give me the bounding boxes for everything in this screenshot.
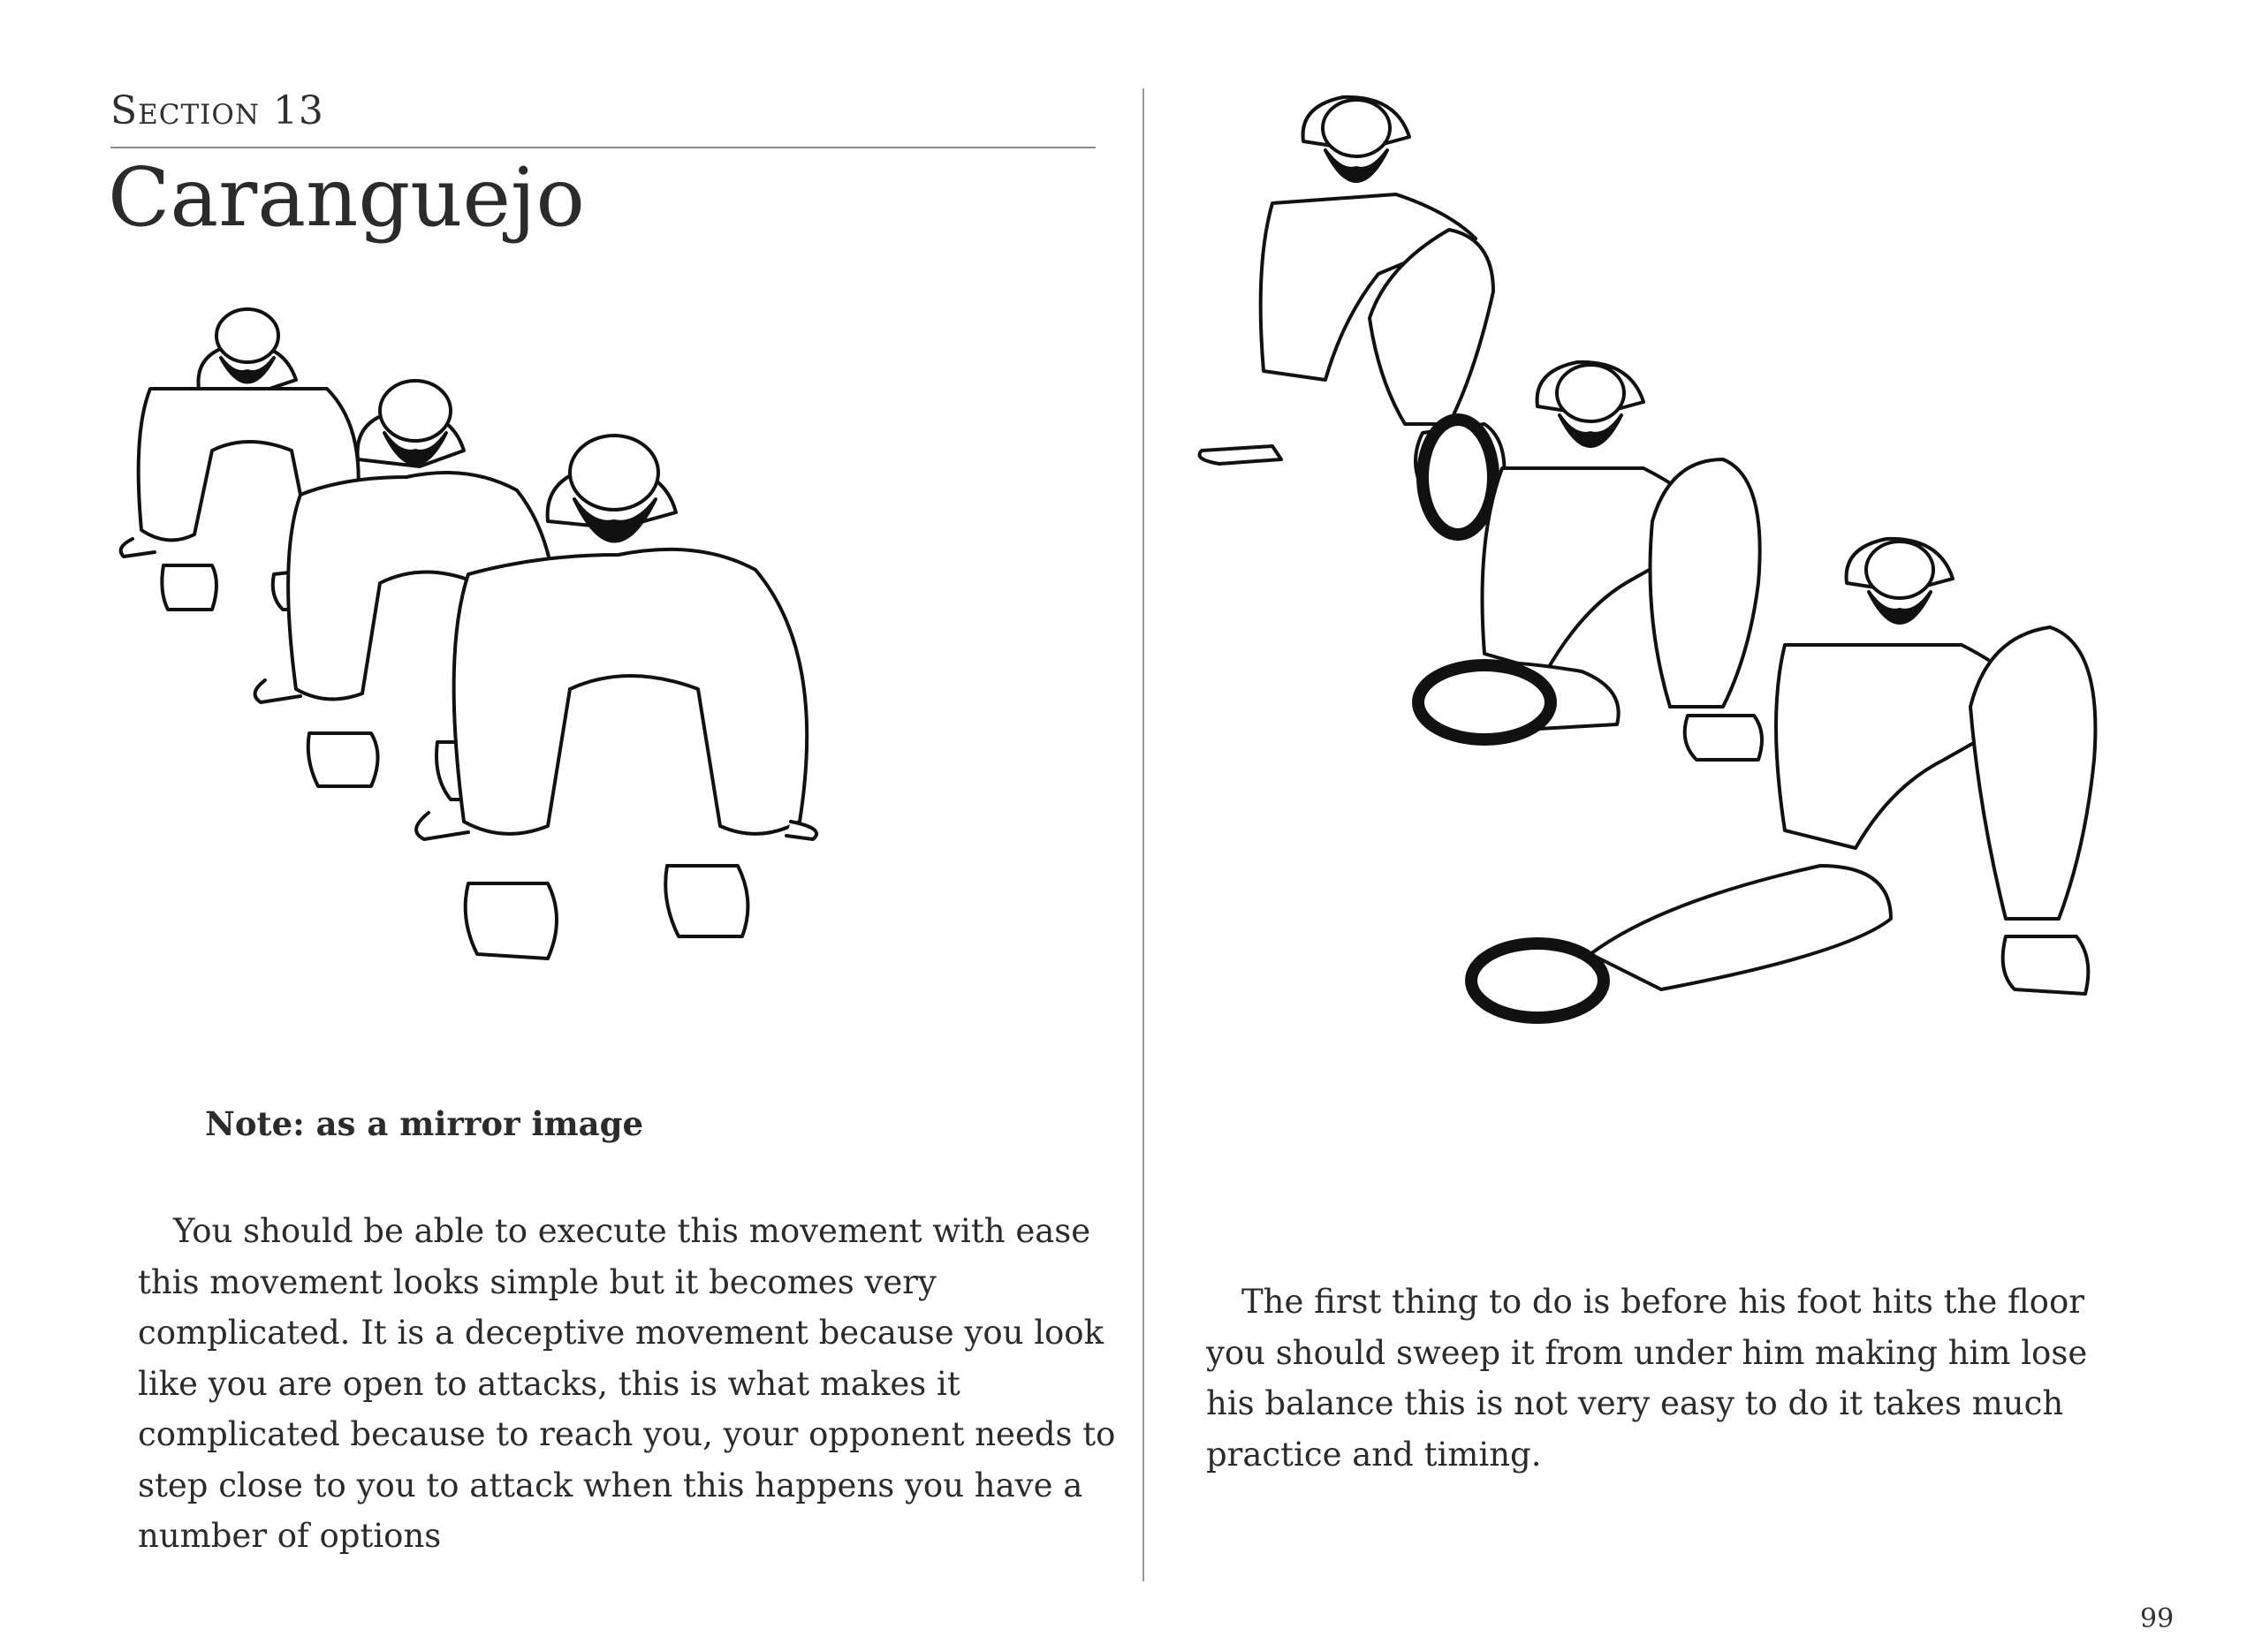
section-label-text: Section 13 <box>110 88 324 133</box>
right-body-text <box>1206 1277 2134 1480</box>
illustration-left <box>115 274 1096 1175</box>
note-caption: Note: as a mirror image <box>205 1104 644 1143</box>
title-rule <box>110 147 1096 148</box>
page-divider <box>1142 88 1144 1581</box>
page-title: Caranguejo <box>108 150 585 245</box>
illustration-right <box>1184 88 2182 1184</box>
page-number: 99 <box>2140 1603 2175 1634</box>
left-paragraph: You should be able to execute this movement with ease this movement looks simple but it becomes very complicated. It is a deceptive movement because you look like you are open to attacks, this is what makes it complicated because to reach you, your opponent needs to step close to you to attack when this happens you have a number of options <box>138 1212 1116 1555</box>
figure-sweep-top <box>1200 97 1505 534</box>
left-body-text <box>138 1206 1119 1562</box>
right-paragraph: The first thing to do is before his foot hits the floor you should sweep it from under him making him lose his balance this is not very easy to do it takes much practice and timing. <box>1206 1283 2088 1474</box>
section-label <box>110 88 324 133</box>
